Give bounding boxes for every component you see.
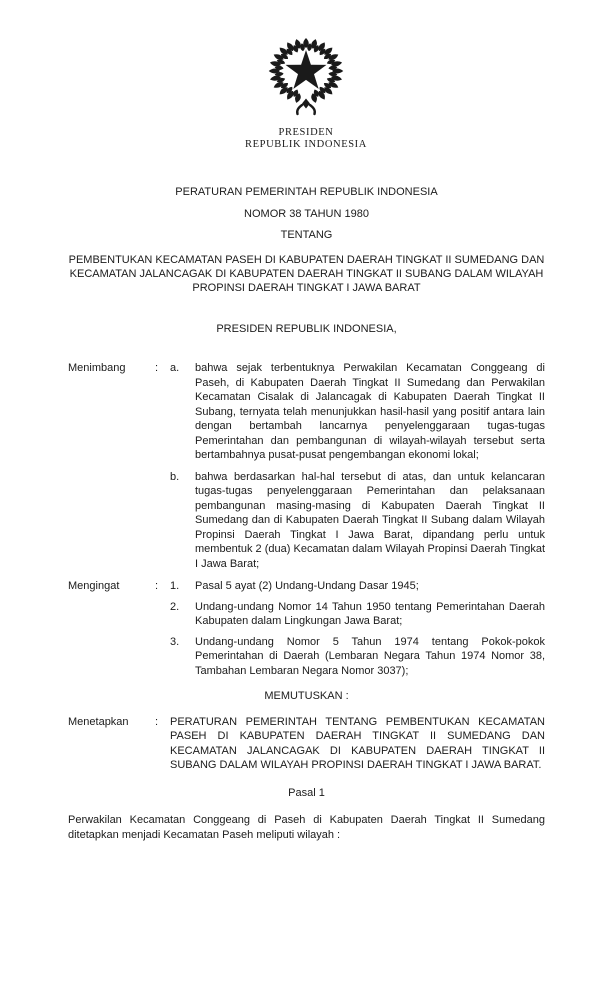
- mengingat-item-3: Undang-undang Nomor 5 Tahun 1974 tentang Pokok-pokok Pemerintahan di Daerah (Lembaran Negara Tahun 1974 Nomor 38, Tambahan Lembaran Negara Nomor 3037);: [195, 635, 545, 677]
- regulation-number: NOMOR 38 TAHUN 1980: [244, 207, 369, 220]
- list-marker-b: b.: [170, 470, 180, 483]
- tentang-label: TENTANG: [280, 229, 333, 241]
- star-wreath-emblem-icon: [262, 36, 350, 116]
- menimbang-label: Menimbang: [68, 362, 126, 374]
- menetapkan-text: PERATURAN PEMERINTAH TENTANG PEMBENTUKAN KECAMATAN PASEH DI KABUPATEN DAERAH TINGKAT II SUMEDANG DAN KECAMATAN JALANCAGAK DI KABUPATEN DAERAH TINGKAT II SUBANG DALAM WILAYAH PROPINSI DAERAH TINGKAT I JAWA BARAT.: [170, 715, 545, 771]
- list-marker-a: a.: [170, 362, 180, 374]
- list-marker-1: 1.: [170, 580, 180, 592]
- mengingat-section: [68, 579, 545, 678]
- pasal-1-body: Perwakilan Kecamatan Conggeang di Paseh di Kabupaten Daerah Tingkat II Sumedang ditetapkan menjadi Kecamatan Paseh meliputi wilayah :: [68, 814, 545, 841]
- spacer: [155, 600, 170, 629]
- menimbang-section: [68, 361, 545, 571]
- spacer: [155, 635, 170, 679]
- menetapkan-colon: :: [155, 715, 159, 728]
- spacer: [68, 600, 155, 629]
- mengingat-label: Mengingat: [68, 580, 120, 592]
- pasal-1-heading: Pasal 1: [288, 786, 325, 799]
- document-title: [68, 182, 545, 247]
- star-icon: [286, 50, 327, 89]
- agency-name: [0, 127, 612, 151]
- mengingat-item-1: Pasal 5 ayat (2) Undang-Undang Dasar 1945;: [195, 580, 419, 592]
- spacer: [68, 470, 155, 572]
- menimbang-item-a: bahwa sejak terbentuknya Perwakilan Kecamatan Conggeang di Paseh, di Kabupaten Daerah Tingkat II Sumedang dan Perwakilan Kecamatan Cisalak di Jalancagak di Kabupaten Daerah Tingkat II Subang, ternyata telah menunjukkan hasil-hasil yang positif antara lain dengan bertambah lancarnya penyelenggaraan tugas-tugas Pemerintahan dan pembangunan di wilayah-wilayah tersebut serta bertambahnya pusat-pusat pengembangan ekonomi lokal;: [195, 362, 545, 461]
- menetapkan-section: [68, 715, 545, 773]
- list-marker-3: 3.: [170, 635, 180, 648]
- document-body: [0, 182, 612, 842]
- letterhead: [0, 0, 612, 151]
- agency-line-presiden: PRESIDEN: [278, 127, 334, 138]
- mengingat-colon: :: [155, 580, 159, 592]
- salutation-line: PRESIDEN REPUBLIK INDONESIA,: [216, 322, 397, 335]
- mengingat-item-2: Undang-undang Nomor 14 Tahun 1950 tentang Pemerintahan Daerah Kabupaten dalam Lingkungan Jawa Barat;: [195, 600, 545, 627]
- regulation-subject: PEMBENTUKAN KECAMATAN PASEH DI KABUPATEN DAERAH TINGKAT II SUMEDANG DAN KECAMATAN JALANCAGAK DI KABUPATEN DAERAH TINGKAT II SUBANG DALAM WILAYAH PROPINSI DAERAH TINGKAT I JAWA BARAT: [68, 253, 545, 294]
- memutuskan-heading: MEMUTUSKAN :: [264, 690, 349, 702]
- list-marker-2: 2.: [170, 600, 180, 613]
- menimbang-colon: :: [155, 362, 159, 374]
- spacer: [68, 635, 155, 679]
- regulation-title: PERATURAN PEMERINTAH REPUBLIK INDONESIA: [175, 186, 438, 198]
- menimbang-item-b: bahwa berdasarkan hal-hal tersebut di atas, dan untuk kelancaran tugas-tugas penyelenggaraan Pemerintahan dan pelaksanaan pembangunan masing-masing di Kabupaten Daerah Tingkat II Sumedang dan di Kabupaten Daerah Tingkat II Subang dalam Wilayah Propinsi Daerah Tingkat I Jawa Barat, dipandang perlu untuk membentuk 2 (dua) Kecamatan dalam Wilayah Propinsi Daerah Tingkat I Jawa Barat;: [195, 470, 545, 570]
- menetapkan-label: Menetapkan: [68, 715, 129, 728]
- spacer: [155, 470, 170, 572]
- agency-line-republik: REPUBLIK INDONESIA: [245, 139, 367, 150]
